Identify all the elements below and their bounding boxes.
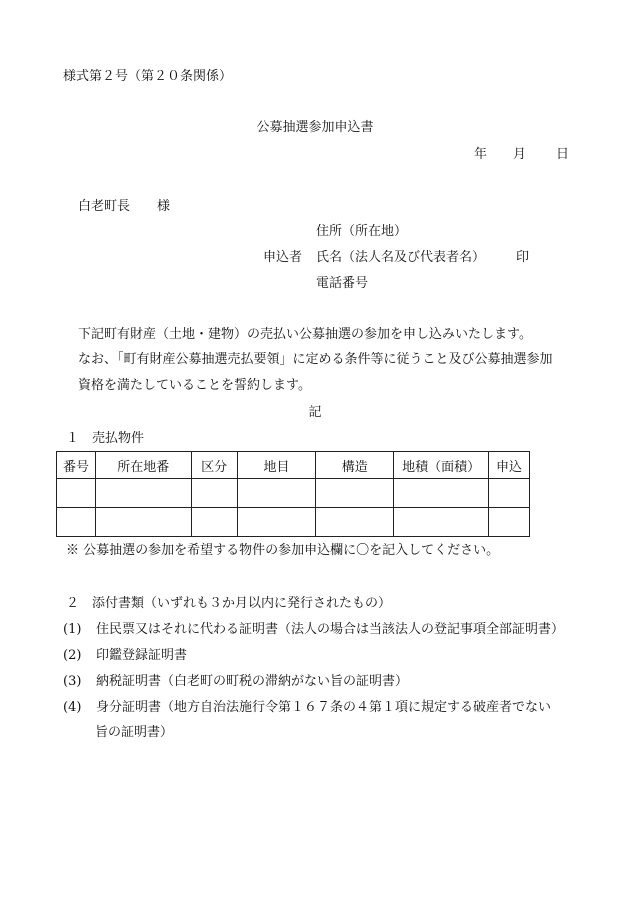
table-row: [57, 479, 530, 508]
applicant-label: 申込者: [263, 250, 303, 265]
address-label: 住所（所在地）: [316, 224, 408, 239]
header-apply: 申込: [489, 452, 530, 479]
attachment-text: 住民票又はそれに代わる証明書（法人の場合は当該法人の登記事項全部証明書）: [96, 622, 565, 637]
attachment-number: (1): [63, 622, 82, 637]
form-number: 様式第２号（第２０条関係）: [63, 69, 233, 84]
cell-category[interactable]: [191, 508, 237, 537]
document-title: 公募抽選参加申込書: [256, 120, 374, 135]
property-table: [56, 451, 530, 537]
cell-area[interactable]: [394, 479, 489, 508]
attachment-number: (2): [63, 648, 82, 663]
header-land-type: 地目: [237, 452, 316, 479]
cell-location[interactable]: [95, 508, 191, 537]
cell-apply[interactable]: [489, 479, 530, 508]
table-note: ※ 公募抽選の参加を希望する物件の参加申込欄に〇を記入してください。: [66, 543, 500, 558]
body-text-line-3: 資格を満たしていることを誓約します。: [78, 378, 311, 393]
attachment-number: (3): [63, 674, 82, 689]
section-1-title: 売払物件: [92, 431, 145, 446]
attachment-text: 納税証明書（白老町の町税の滞納がない旨の証明書）: [96, 674, 409, 689]
attachment-item-4: [63, 700, 551, 716]
date-year-label: 年: [474, 147, 488, 162]
header-location: 所在地番: [95, 452, 191, 479]
cell-number[interactable]: [57, 479, 96, 508]
ki-heading: 記: [308, 405, 322, 420]
header-structure: 構造: [316, 452, 394, 479]
cell-land-type[interactable]: [237, 508, 316, 537]
cell-apply[interactable]: [489, 508, 530, 537]
date-day-label: 日: [556, 147, 570, 162]
phone-label: 電話番号: [316, 276, 369, 291]
cell-category[interactable]: [191, 479, 237, 508]
attachment-item-3: [63, 674, 408, 690]
cell-location[interactable]: [95, 479, 191, 508]
section-1-number: １: [66, 431, 80, 446]
attachment-item-4-continuation: 旨の証明書）: [95, 725, 174, 740]
cell-number[interactable]: [57, 508, 96, 537]
cell-structure[interactable]: [316, 479, 394, 508]
header-number: 番号: [57, 452, 96, 479]
header-category: 区分: [191, 452, 237, 479]
table-row: [57, 508, 530, 537]
cell-land-type[interactable]: [237, 479, 316, 508]
table-header-row: [57, 452, 530, 479]
cell-structure[interactable]: [316, 508, 394, 537]
name-label: 氏名（法人名及び代表者名）: [316, 250, 486, 265]
attachment-number: (4): [63, 700, 82, 715]
attachment-text: 印鑑登録証明書: [96, 648, 188, 663]
attachment-item-2: [63, 648, 187, 664]
body-text-line-2: なお、「町有財産公募抽選売払要領」に定める条件等に従うこと及び公募抽選参加: [78, 352, 553, 367]
cell-area[interactable]: [394, 508, 489, 537]
addressee-honorific: 様: [157, 199, 171, 214]
addressee-name: 白老町長: [78, 199, 131, 214]
section-2-number: ２: [66, 596, 80, 611]
date-month-label: 月: [513, 147, 527, 162]
header-area: 地積（面積）: [394, 452, 489, 479]
attachment-text: 身分証明書（地方自治法施行令第１６７条の４第１項に規定する破産者でない: [96, 700, 552, 715]
addressee: [78, 199, 170, 215]
section-2-title: 添付書類（いずれも３か月以内に発行されたもの）: [92, 596, 392, 611]
body-text-line-1: 下記町有財産（土地・建物）の売払い公募抽選の参加を申し込みいたします。: [78, 327, 532, 342]
section-2-heading: [66, 596, 391, 612]
seal-label: 印: [516, 250, 530, 265]
attachment-item-1: [63, 622, 564, 638]
section-1-heading: [66, 431, 144, 447]
